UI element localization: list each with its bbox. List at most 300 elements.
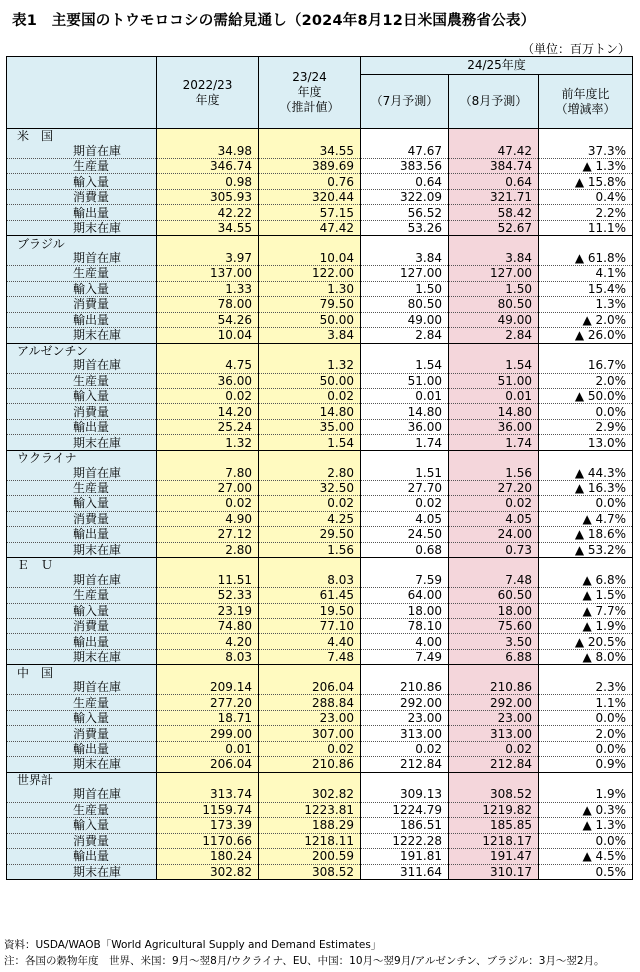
empty-cell: [259, 558, 361, 573]
value-cell: 11.1%: [539, 220, 633, 235]
value-cell: 0.0%: [539, 833, 633, 848]
value-cell: ▲ 7.7%: [539, 603, 633, 618]
table-row: [7, 158, 633, 173]
empty-cell: [539, 558, 633, 573]
row-label: 期首在庫: [7, 680, 157, 695]
value-cell: 383.56: [361, 158, 449, 173]
value-cell: 3.84: [361, 251, 449, 266]
table-row: [7, 588, 633, 603]
empty-cell: [449, 129, 539, 144]
value-cell: 4.05: [449, 511, 539, 526]
empty-cell: [449, 772, 539, 787]
row-label: 輸出量: [7, 419, 157, 434]
value-cell: 313.00: [449, 726, 539, 741]
row-label: 期首在庫: [7, 787, 157, 802]
row-label: 生産量: [7, 588, 157, 603]
value-cell: 52.67: [449, 220, 539, 235]
value-cell: ▲ 1.3%: [539, 818, 633, 833]
value-cell: 1.32: [157, 435, 259, 450]
value-cell: ▲ 1.9%: [539, 619, 633, 634]
value-cell: 4.00: [361, 634, 449, 649]
value-cell: 302.82: [259, 787, 361, 802]
value-cell: 2.3%: [539, 680, 633, 695]
value-cell: 2.80: [259, 465, 361, 480]
value-cell: 18.00: [361, 603, 449, 618]
value-cell: 0.01: [449, 388, 539, 403]
table-row: [7, 358, 633, 373]
value-cell: 188.29: [259, 818, 361, 833]
row-label: 期末在庫: [7, 757, 157, 772]
value-cell: 56.52: [361, 205, 449, 220]
value-cell: 16.7%: [539, 358, 633, 373]
table-row: [7, 680, 633, 695]
row-label: 輸入量: [7, 710, 157, 725]
country-label: Ｅ Ｕ: [7, 558, 157, 573]
empty-cell: [361, 558, 449, 573]
value-cell: 3.84: [449, 251, 539, 266]
value-cell: 2.2%: [539, 205, 633, 220]
row-label: 消費量: [7, 297, 157, 312]
row-label: 期首在庫: [7, 143, 157, 158]
table-row: [7, 603, 633, 618]
value-cell: 1.33: [157, 281, 259, 296]
value-cell: 1222.28: [361, 833, 449, 848]
table-row: [7, 787, 633, 802]
value-cell: 212.84: [449, 757, 539, 772]
table-row: [7, 741, 633, 756]
table-row: [7, 297, 633, 312]
value-cell: 4.20: [157, 634, 259, 649]
value-cell: 277.20: [157, 695, 259, 710]
row-label: 期首在庫: [7, 358, 157, 373]
empty-cell: [539, 129, 633, 144]
table-row: [7, 818, 633, 833]
value-cell: 35.00: [259, 419, 361, 434]
value-cell: 1218.11: [259, 833, 361, 848]
value-cell: 36.00: [449, 419, 539, 434]
value-cell: 127.00: [449, 266, 539, 281]
empty-cell: [259, 129, 361, 144]
value-cell: 14.80: [361, 404, 449, 419]
table-row: [7, 496, 633, 511]
value-cell: 34.55: [157, 220, 259, 235]
country-row: [7, 343, 633, 358]
value-cell: 7.48: [449, 573, 539, 588]
row-label: 輸出量: [7, 741, 157, 756]
value-cell: 1.3%: [539, 297, 633, 312]
table-title: 表1 主要国のトウモロコシの需給見通し（2024年8月12日米国農務省公表）: [12, 13, 536, 29]
row-label: 輸出量: [7, 849, 157, 864]
table-row: [7, 864, 633, 879]
row-label: 期末在庫: [7, 542, 157, 557]
row-label: 生産量: [7, 373, 157, 388]
value-cell: 14.80: [259, 404, 361, 419]
value-cell: 313.74: [157, 787, 259, 802]
value-cell: 1.56: [259, 542, 361, 557]
value-cell: 14.80: [449, 404, 539, 419]
supply-demand-table: [6, 56, 633, 880]
row-label: 期末在庫: [7, 864, 157, 879]
value-cell: 78.10: [361, 619, 449, 634]
table-row: [7, 281, 633, 296]
value-cell: 4.05: [361, 511, 449, 526]
value-cell: 27.00: [157, 480, 259, 495]
country-label: ブラジル: [7, 236, 157, 251]
value-cell: 1.32: [259, 358, 361, 373]
value-cell: ▲ 20.5%: [539, 634, 633, 649]
value-cell: 1159.74: [157, 802, 259, 817]
empty-cell: [157, 772, 259, 787]
value-cell: 2.84: [361, 328, 449, 343]
value-cell: 122.00: [259, 266, 361, 281]
value-cell: 1224.79: [361, 802, 449, 817]
country-label: 米 国: [7, 129, 157, 144]
value-cell: 23.00: [259, 710, 361, 725]
value-cell: 311.64: [361, 864, 449, 879]
table-row: [7, 435, 633, 450]
table-row: [7, 266, 633, 281]
table-row: [7, 205, 633, 220]
row-label: 輸入量: [7, 603, 157, 618]
value-cell: ▲ 16.3%: [539, 480, 633, 495]
row-label: 消費量: [7, 189, 157, 204]
value-cell: 58.42: [449, 205, 539, 220]
value-cell: 4.90: [157, 511, 259, 526]
row-label: 輸入量: [7, 388, 157, 403]
row-label: 消費量: [7, 619, 157, 634]
value-cell: 34.98: [157, 143, 259, 158]
value-cell: 1.30: [259, 281, 361, 296]
value-cell: 1219.82: [449, 802, 539, 817]
value-cell: 7.80: [157, 465, 259, 480]
value-cell: 79.50: [259, 297, 361, 312]
value-cell: 64.00: [361, 588, 449, 603]
empty-cell: [361, 772, 449, 787]
value-cell: 54.26: [157, 312, 259, 327]
value-cell: ▲ 1.3%: [539, 158, 633, 173]
value-cell: 346.74: [157, 158, 259, 173]
row-label: 期末在庫: [7, 435, 157, 450]
value-cell: 23.00: [449, 710, 539, 725]
empty-cell: [259, 450, 361, 465]
value-cell: 0.02: [259, 496, 361, 511]
empty-cell: [539, 343, 633, 358]
empty-cell: [449, 450, 539, 465]
row-label: 輸入量: [7, 496, 157, 511]
empty-cell: [361, 129, 449, 144]
row-label: 生産量: [7, 158, 157, 173]
value-cell: 3.50: [449, 634, 539, 649]
value-cell: 18.71: [157, 710, 259, 725]
value-cell: 0.0%: [539, 496, 633, 511]
value-cell: ▲ 50.0%: [539, 388, 633, 403]
value-cell: 19.50: [259, 603, 361, 618]
value-cell: 34.55: [259, 143, 361, 158]
value-cell: 1223.81: [259, 802, 361, 817]
value-cell: 305.93: [157, 189, 259, 204]
value-cell: 384.74: [449, 158, 539, 173]
table-row: [7, 542, 633, 557]
value-cell: 36.00: [157, 373, 259, 388]
value-cell: 210.86: [449, 680, 539, 695]
empty-cell: [449, 343, 539, 358]
value-cell: ▲ 15.8%: [539, 174, 633, 189]
value-cell: 0.01: [361, 388, 449, 403]
table-row: [7, 189, 633, 204]
value-cell: 288.84: [259, 695, 361, 710]
value-cell: 78.00: [157, 297, 259, 312]
value-cell: 210.86: [361, 680, 449, 695]
empty-cell: [259, 665, 361, 680]
value-cell: 53.26: [361, 220, 449, 235]
empty-cell: [539, 236, 633, 251]
table-row: [7, 251, 633, 266]
value-cell: ▲ 4.5%: [539, 849, 633, 864]
value-cell: 60.50: [449, 588, 539, 603]
value-cell: ▲ 6.8%: [539, 573, 633, 588]
value-cell: 180.24: [157, 849, 259, 864]
value-cell: 2.84: [449, 328, 539, 343]
country-row: [7, 450, 633, 465]
country-label: 中 国: [7, 665, 157, 680]
value-cell: 42.22: [157, 205, 259, 220]
value-cell: 191.47: [449, 849, 539, 864]
empty-cell: [361, 450, 449, 465]
value-cell: 321.71: [449, 189, 539, 204]
notes: [4, 937, 605, 969]
value-cell: 77.10: [259, 619, 361, 634]
empty-cell: [449, 558, 539, 573]
value-cell: 27.12: [157, 527, 259, 542]
empty-cell: [157, 236, 259, 251]
table-row: [7, 373, 633, 388]
table-row: [7, 634, 633, 649]
value-cell: 24.00: [449, 527, 539, 542]
value-cell: 206.04: [259, 680, 361, 695]
header-24-25-group: 24/25年度: [361, 57, 633, 75]
value-cell: 75.60: [449, 619, 539, 634]
value-cell: 18.00: [449, 603, 539, 618]
country-label: ウクライナ: [7, 450, 157, 465]
unit-label: （単位：百万トン）: [521, 42, 630, 56]
table-row: [7, 649, 633, 664]
empty-cell: [157, 129, 259, 144]
row-label: 消費量: [7, 726, 157, 741]
value-cell: 24.50: [361, 527, 449, 542]
row-label: 期首在庫: [7, 573, 157, 588]
table-row: [7, 143, 633, 158]
value-cell: 1.50: [449, 281, 539, 296]
empty-cell: [449, 236, 539, 251]
value-cell: 185.85: [449, 818, 539, 833]
row-label: 生産量: [7, 266, 157, 281]
table-row: [7, 619, 633, 634]
row-label: 消費量: [7, 511, 157, 526]
value-cell: 0.64: [361, 174, 449, 189]
value-cell: 32.50: [259, 480, 361, 495]
empty-cell: [361, 343, 449, 358]
value-cell: 52.33: [157, 588, 259, 603]
value-cell: 206.04: [157, 757, 259, 772]
table-row: [7, 573, 633, 588]
value-cell: 61.45: [259, 588, 361, 603]
value-cell: 0.02: [449, 741, 539, 756]
table-row: [7, 404, 633, 419]
country-label: アルゼンチン: [7, 343, 157, 358]
source-note: 資料：USDA/WAOB「World Agricultural Supply and Demand Estimates」: [4, 939, 382, 951]
table-row: [7, 849, 633, 864]
year-note: 注：各国の穀物年度 世界、米国：9月～翌8月/ウクライナ、EU、中国：10月～翌9月/アルゼンチン、ブラジル：3月～翌2月。: [4, 955, 605, 967]
value-cell: 15.4%: [539, 281, 633, 296]
value-cell: 4.40: [259, 634, 361, 649]
empty-cell: [259, 236, 361, 251]
value-cell: 1.74: [361, 435, 449, 450]
value-cell: 0.02: [361, 741, 449, 756]
value-cell: ▲ 44.3%: [539, 465, 633, 480]
table-row: [7, 465, 633, 480]
value-cell: 302.82: [157, 864, 259, 879]
table-row: [7, 833, 633, 848]
value-cell: 1.54: [361, 358, 449, 373]
value-cell: 47.67: [361, 143, 449, 158]
value-cell: ▲ 4.7%: [539, 511, 633, 526]
header-23-24: 23/24 年度 （推計値）: [259, 57, 361, 129]
empty-cell: [449, 665, 539, 680]
value-cell: 23.19: [157, 603, 259, 618]
table-row: [7, 328, 633, 343]
table-row: [7, 388, 633, 403]
value-cell: 1.51: [361, 465, 449, 480]
value-cell: 80.50: [449, 297, 539, 312]
value-cell: 309.13: [361, 787, 449, 802]
value-cell: 29.50: [259, 527, 361, 542]
value-cell: 1218.17: [449, 833, 539, 848]
value-cell: 0.02: [259, 741, 361, 756]
value-cell: 36.00: [361, 419, 449, 434]
table-row: [7, 220, 633, 235]
table-row: [7, 480, 633, 495]
value-cell: 27.70: [361, 480, 449, 495]
table-row: [7, 695, 633, 710]
value-cell: 308.52: [259, 864, 361, 879]
value-cell: 3.84: [259, 328, 361, 343]
value-cell: 173.39: [157, 818, 259, 833]
table-row: [7, 726, 633, 741]
country-label: 世界計: [7, 772, 157, 787]
value-cell: 307.00: [259, 726, 361, 741]
value-cell: 292.00: [449, 695, 539, 710]
header-july-forecast: （7月予測）: [361, 75, 449, 129]
value-cell: 1.54: [449, 358, 539, 373]
value-cell: ▲ 26.0%: [539, 328, 633, 343]
value-cell: 3.97: [157, 251, 259, 266]
value-cell: 322.09: [361, 189, 449, 204]
row-label: 期首在庫: [7, 465, 157, 480]
empty-cell: [539, 772, 633, 787]
row-label: 輸入量: [7, 818, 157, 833]
value-cell: 308.52: [449, 787, 539, 802]
value-cell: ▲ 8.0%: [539, 649, 633, 664]
value-cell: 389.69: [259, 158, 361, 173]
value-cell: 0.5%: [539, 864, 633, 879]
value-cell: 2.9%: [539, 419, 633, 434]
empty-cell: [361, 665, 449, 680]
value-cell: 13.0%: [539, 435, 633, 450]
row-label: 消費量: [7, 833, 157, 848]
row-label: 輸入量: [7, 174, 157, 189]
value-cell: 50.00: [259, 373, 361, 388]
value-cell: 320.44: [259, 189, 361, 204]
table-row: [7, 174, 633, 189]
value-cell: 10.04: [157, 328, 259, 343]
table-row: [7, 757, 633, 772]
empty-cell: [259, 772, 361, 787]
table-row: [7, 802, 633, 817]
value-cell: 47.42: [449, 143, 539, 158]
value-cell: 0.98: [157, 174, 259, 189]
empty-cell: [157, 665, 259, 680]
row-label: 期首在庫: [7, 251, 157, 266]
value-cell: 2.80: [157, 542, 259, 557]
row-label: 輸出量: [7, 527, 157, 542]
value-cell: ▲ 0.3%: [539, 802, 633, 817]
row-label: 輸入量: [7, 281, 157, 296]
row-label: 消費量: [7, 404, 157, 419]
value-cell: 50.00: [259, 312, 361, 327]
table-row: [7, 312, 633, 327]
value-cell: 0.02: [157, 388, 259, 403]
value-cell: 37.3%: [539, 143, 633, 158]
value-cell: ▲ 18.6%: [539, 527, 633, 542]
table-row: [7, 511, 633, 526]
country-row: [7, 129, 633, 144]
value-cell: 25.24: [157, 419, 259, 434]
value-cell: 2.0%: [539, 726, 633, 741]
value-cell: 200.59: [259, 849, 361, 864]
header-2022-23: 2022/23 年度: [157, 57, 259, 129]
value-cell: 299.00: [157, 726, 259, 741]
value-cell: 0.02: [259, 388, 361, 403]
value-cell: 0.64: [449, 174, 539, 189]
value-cell: 51.00: [361, 373, 449, 388]
value-cell: 0.76: [259, 174, 361, 189]
row-label: 期末在庫: [7, 220, 157, 235]
country-row: [7, 665, 633, 680]
value-cell: 57.15: [259, 205, 361, 220]
value-cell: 292.00: [361, 695, 449, 710]
row-label: 輸出量: [7, 634, 157, 649]
value-cell: 186.51: [361, 818, 449, 833]
empty-cell: [259, 343, 361, 358]
row-label: 生産量: [7, 802, 157, 817]
value-cell: ▲ 2.0%: [539, 312, 633, 327]
value-cell: 1.50: [361, 281, 449, 296]
value-cell: 10.04: [259, 251, 361, 266]
value-cell: 4.1%: [539, 266, 633, 281]
value-cell: 4.25: [259, 511, 361, 526]
value-cell: 8.03: [259, 573, 361, 588]
value-cell: 1.74: [449, 435, 539, 450]
value-cell: 137.00: [157, 266, 259, 281]
value-cell: 27.20: [449, 480, 539, 495]
value-cell: 0.68: [361, 542, 449, 557]
empty-cell: [157, 450, 259, 465]
value-cell: 209.14: [157, 680, 259, 695]
country-row: [7, 236, 633, 251]
value-cell: ▲ 61.8%: [539, 251, 633, 266]
value-cell: 313.00: [361, 726, 449, 741]
value-cell: 1.54: [259, 435, 361, 450]
